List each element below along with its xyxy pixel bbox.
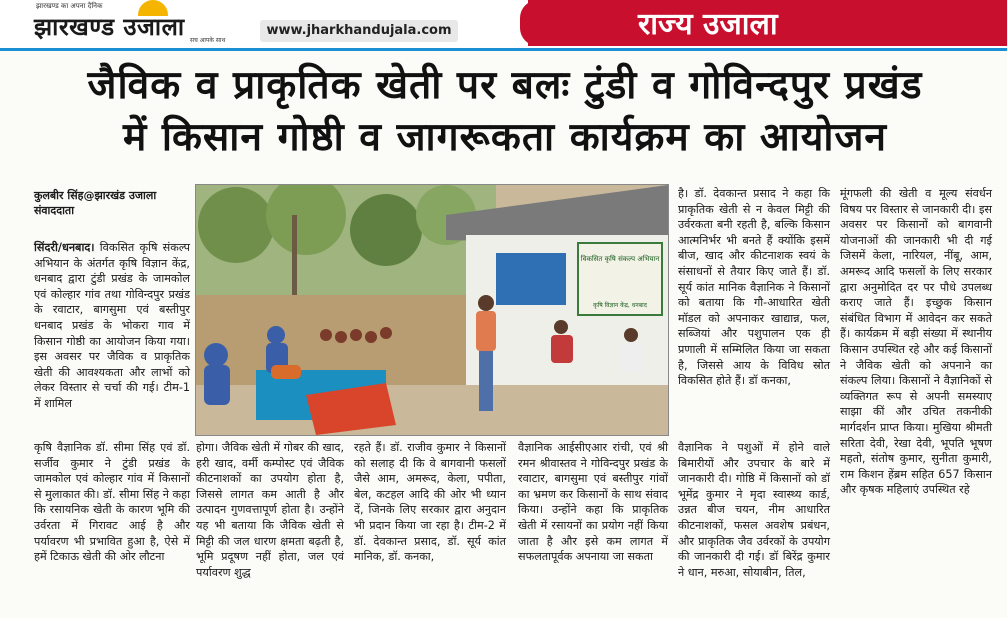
column-1-bottom bbox=[34, 440, 190, 565]
column-3 bbox=[354, 440, 506, 565]
logo-subtitle: सच आपके साथ bbox=[190, 37, 226, 44]
byline-author: कुलबीर सिंह@झारखंड उजाला bbox=[34, 189, 157, 202]
column-6 bbox=[840, 186, 992, 498]
column-2 bbox=[196, 440, 344, 580]
dateline: सिंदरी/धनबाद। bbox=[34, 241, 95, 254]
headline-line-1: जैविक व प्राकृतिक खेती पर बलः टुंडी व गोविन्दपुर प्रखंड bbox=[87, 63, 923, 108]
header-rule bbox=[0, 48, 1007, 51]
column-4-text: वैज्ञानिक आईसीएआर रांची, एवं श्री रमन श्रीवास्तव ने गोविन्दपुर प्रखंड के रवाटार, बागसुमा एवं बस्तीपुर गांवों का भ्रमण कर किसानों के साथ संवाद किया। उन्होंने कहा कि प्राकृतिक खेती में रसायनों का प्रयोग नहीं किया जाता है और इसे कम लागत में सफलतापूर्वक अपनाया जा सकता bbox=[518, 441, 668, 564]
masthead-tagline: झारखण्ड का अपना दैनिक bbox=[36, 2, 103, 10]
column-2-text: होगा। जैविक खेती में गोबर की खाद, हरी खाद, वर्मी कम्पोस्ट एवं जैविक कीटनाशकों का उपयोग होता है, जिससे लागत कम आती है और उत्पादन गुणवत्तापूर्ण होता है। उन्होंने यह भी बताया कि जैविक खेती से मिट्टी की जल धारण क्षमता बढ़ती है, भूमि प्रदूषण नहीं होता, जल एवं पर्यावरण शुद्ध bbox=[196, 441, 344, 579]
column-1-bottom-text: कृषि वैज्ञानिक डॉ. सीमा सिंह एवं डॉ. सर्जीव कुमार ने टुंडी प्रखंड के जामकोल एवं कोल्हार गांव में किसानों से मुलाकात की। डॉ. सीमा सिंह ने कहा कि रसायनिक खेती के कारण भूमि की उर्वरता में गिरावट आई है और पर्यावरण भी प्रभावित हुआ है, ऐसे में हमें टिकाऊ खेती की ओर लौटना bbox=[34, 441, 190, 564]
column-4 bbox=[518, 440, 668, 565]
column-5-top bbox=[678, 186, 830, 389]
column-6-text: मूंगफली की खेती व मूल्य संवर्धन विषय पर विस्तार से जानकारी दी। इस अवसर पर किसानों को बागवानी योजनाओं की जानकारी भी दी गई जिसमें केला, नारियल, नींबू, आम, अमरूद आदि फसलों के लिए सरकार द्वारा अनुमोदित दर पर पौधे उपलब्ध कराए जाते हैं। इच्छुक किसान संबंधित विभाग में आवेदन कर सकते हैं। कार्यक्रम में बड़ी संख्या में स्थानीय किसान उपस्थित रहे और कई किसानों ने जैविक खेती को अपनाने का संकल्प लिया। किसानों ने वैज्ञानिकों से व्यक्तिगत रूप से अपनी समस्याए साझा कीं और उचित तकनीकी मार्गदर्शन प्राप्त किया। मुखिया श्रीमती सरिता देवी, रेखा देवी, भूपति भूषण महतो, संतोष कुमार, सुनीता कुमारी, राम किशन हेंब्रम सहित 657 किसान और कृषक महिलाएं उपस्थित रहे bbox=[840, 187, 992, 497]
byline bbox=[34, 188, 194, 218]
column-1-top-text: विकसित कृषि संकल्प अभियान के अंतर्गत कृषि विज्ञान केंद्र, धनबाद द्वारा टुंडी प्रखंड के जामकोल एवं कोल्हार गांव तथा गोविन्दपुर प्रखंड के रवाटार, बागसुमा एवं बस्तीपुर धनबाद प्रखंड के भोकरा गाव में किसान गोष्ठी का आयोजन किया गया। इस अवसर पर जैविक व प्राकृतिक खेती की आवश्यकता और लाभों को लेकर विस्तार से चर्चा की गई। टीम-1 में शामिल bbox=[34, 241, 190, 410]
byline-role: संवाददाता bbox=[34, 204, 75, 217]
column-1-top bbox=[34, 240, 190, 412]
column-5-bottom-text: वैज्ञानिक ने पशुओं में होने वाले बिमारीयों और उपचार के बारे में जानकारी दी। गोष्ठि में किसानों को डॉ भूमेंद्र कुमार ने मृदा स्वास्थ्य कार्ड, उन्नत बीज चयन, नीम आधारित कीटनाशकों, फसल अवशेष प्रबंधन, और प्राकृतिक जैव उर्वरकों के उपयोग की जानकारी दी गई। डॉ बिरेंद्र कुमार ने धान, मरुआ, सोयाबीन, तिल, bbox=[678, 441, 830, 579]
column-3-text: रहते हैं। डॉ. राजीव कुमार ने किसानों को सलाह दी कि वे बागवानी फसलों जैसे आम, अमरूद, केला, पपीता, बेल, कटहल आदि की ओर भी ध्यान दें, जिनके लिए सरकार द्वारा अनुदान भी प्रदान किया जा रहा है। टीम-2 में डॉ. देवकान्त प्रसाद, डॉ. सूर्य कांत मानिक, डॉ. कनका, bbox=[354, 441, 506, 564]
section-banner bbox=[528, 0, 1007, 46]
event-photo bbox=[195, 184, 669, 436]
column-5-bottom bbox=[678, 440, 830, 580]
event-photo-illustration bbox=[196, 185, 668, 435]
headline-line-2: में किसान गोष्ठी व जागरूकता कार्यक्रम का आयोजन bbox=[122, 115, 888, 160]
banner-title: विकसित कृषि संकल्प अभियान bbox=[580, 255, 660, 263]
banner-subtitle: कृषि विज्ञान केंद्र, धनबाद bbox=[593, 302, 647, 309]
newspaper-logo: झारखण्ड उजाला bbox=[34, 13, 185, 41]
section-title: राज्य उजाला bbox=[638, 7, 778, 42]
website-url: www.jharkhandujala.com bbox=[260, 20, 458, 42]
column-5-top-text: है। डॉ. देवकान्त प्रसाद ने कहा कि प्राकृतिक खेती से न केवल मिट्टी की उर्वरकता बनी रहती है, बल्कि किसान आत्मनिर्भर भी बनते हैं क्योंकि इसमें बीज, खाद और कीटनाशक स्वयं के संसाधनों से तैयार किए जाते हैं। डॉ. सूर्य कांत मानिक वैज्ञानिक ने किसानों को बताया कि गौ-आधारित खेती मॉडल को अपनाकर खाद्यान्न, फल, सब्जियां और पशुपालन एक ही प्रणाली में सम्मिलित किया जा सकता है, जिससे आय के विविध स्रोत विकसित होते हैं। डॉ कनका, bbox=[678, 187, 830, 388]
masthead bbox=[0, 0, 1007, 50]
article-headline bbox=[20, 60, 990, 164]
